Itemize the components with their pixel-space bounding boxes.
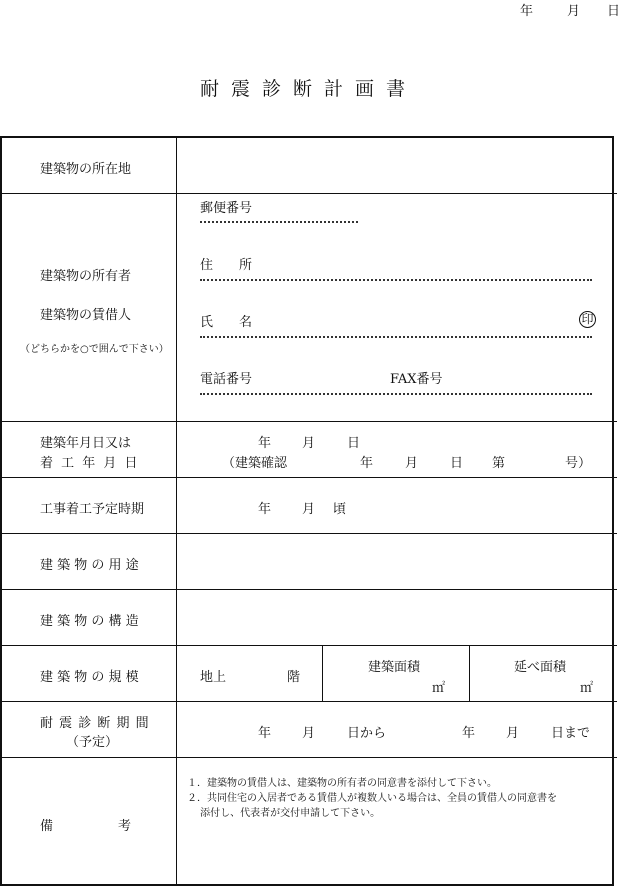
usage-field[interactable] — [182, 537, 610, 586]
confirm-month: 月 — [405, 456, 419, 471]
work-start-label: 工事着工予定時期 — [40, 502, 145, 517]
scale-divider — [469, 645, 470, 701]
column-divider — [176, 136, 177, 886]
row-divider — [0, 701, 617, 702]
building-area-unit: ㎡ — [432, 681, 446, 696]
floors-label: 階 — [287, 670, 301, 685]
postal-field[interactable] — [200, 221, 358, 223]
row-divider — [0, 757, 617, 758]
work-start-approx: 頃 — [333, 502, 347, 517]
confirm-go: 号） — [565, 456, 592, 471]
building-confirm-label: （建築確認 — [222, 456, 288, 471]
period-from-day: 日から — [347, 726, 387, 741]
name-label: 氏 名 — [200, 315, 253, 330]
work-start-year: 年 — [258, 502, 272, 517]
confirm-year: 年 — [360, 456, 374, 471]
location-label: 建築物の所在地 — [40, 162, 132, 177]
period-label-line2: （予定） — [66, 735, 119, 750]
header-month: 月 — [567, 4, 581, 19]
usage-label: 建 築 物 の 用 途 — [40, 558, 139, 573]
remarks-note-2a: ２．共同住宅の入居者である賃借人が複数人いる場合は、全員の賃借人の同意書を — [187, 793, 557, 804]
total-floor-area-label: 延べ面積 — [514, 660, 567, 675]
row-divider — [0, 421, 617, 422]
work-start-month: 月 — [302, 502, 316, 517]
above-ground-label: 地上 — [200, 670, 227, 685]
confirm-day: 日 — [450, 456, 464, 471]
construction-day: 日 — [347, 436, 361, 451]
seal-icon: 印 — [579, 311, 596, 328]
structure-field[interactable] — [182, 593, 610, 642]
construction-month: 月 — [302, 436, 316, 451]
owner-label: 建築物の所有者 — [40, 269, 132, 284]
period-label-line1: 耐 震 診 断 期 間 — [40, 716, 150, 731]
period-from-year: 年 — [258, 726, 272, 741]
phone-fax-field[interactable] — [200, 393, 592, 395]
scale-label: 建 築 物 の 規 模 — [40, 670, 139, 685]
construction-date-label-line1: 建築年月日又は — [40, 436, 132, 451]
period-to-day: 日まで — [551, 726, 591, 741]
address-field[interactable] — [200, 279, 592, 281]
name-field[interactable] — [200, 336, 592, 338]
remarks-note-1: １．建築物の賃借人は、建築物の所有者の同意書を添付して下さい。 — [187, 778, 497, 789]
structure-label: 建 築 物 の 構 造 — [40, 614, 139, 629]
total-floor-area-unit: ㎡ — [580, 681, 594, 696]
tenant-label: 建築物の賃借人 — [40, 308, 132, 323]
period-from-month: 月 — [302, 726, 316, 741]
address-label: 住 所 — [200, 258, 253, 273]
header-year: 年 — [520, 4, 534, 19]
row-divider — [0, 645, 617, 646]
remarks-note-2b: 添付し、代表者が交付申請して下さい。 — [187, 808, 381, 819]
row-divider — [0, 193, 617, 194]
phone-label: 電話番号 — [200, 372, 253, 387]
period-to-month: 月 — [506, 726, 520, 741]
row-divider — [0, 533, 617, 534]
construction-date-label-line2: 着 工 年 月 日 — [40, 456, 140, 471]
header-day: 日 — [607, 4, 620, 19]
postal-label: 郵便番号 — [200, 201, 253, 216]
remarks-label: 備 考 — [40, 819, 132, 834]
owner-note: （どちらかを○で囲んで下さい） — [20, 344, 169, 355]
row-divider — [0, 477, 617, 478]
period-to-year: 年 — [462, 726, 476, 741]
row-divider — [0, 589, 617, 590]
building-area-label: 建築面積 — [368, 660, 421, 675]
location-field[interactable] — [182, 140, 610, 190]
fax-label: FAX番号 — [390, 372, 443, 387]
construction-year: 年 — [258, 436, 272, 451]
confirm-no: 第 — [492, 456, 506, 471]
page-title: 耐震診断計画書 — [199, 78, 417, 100]
scale-divider — [322, 645, 323, 701]
